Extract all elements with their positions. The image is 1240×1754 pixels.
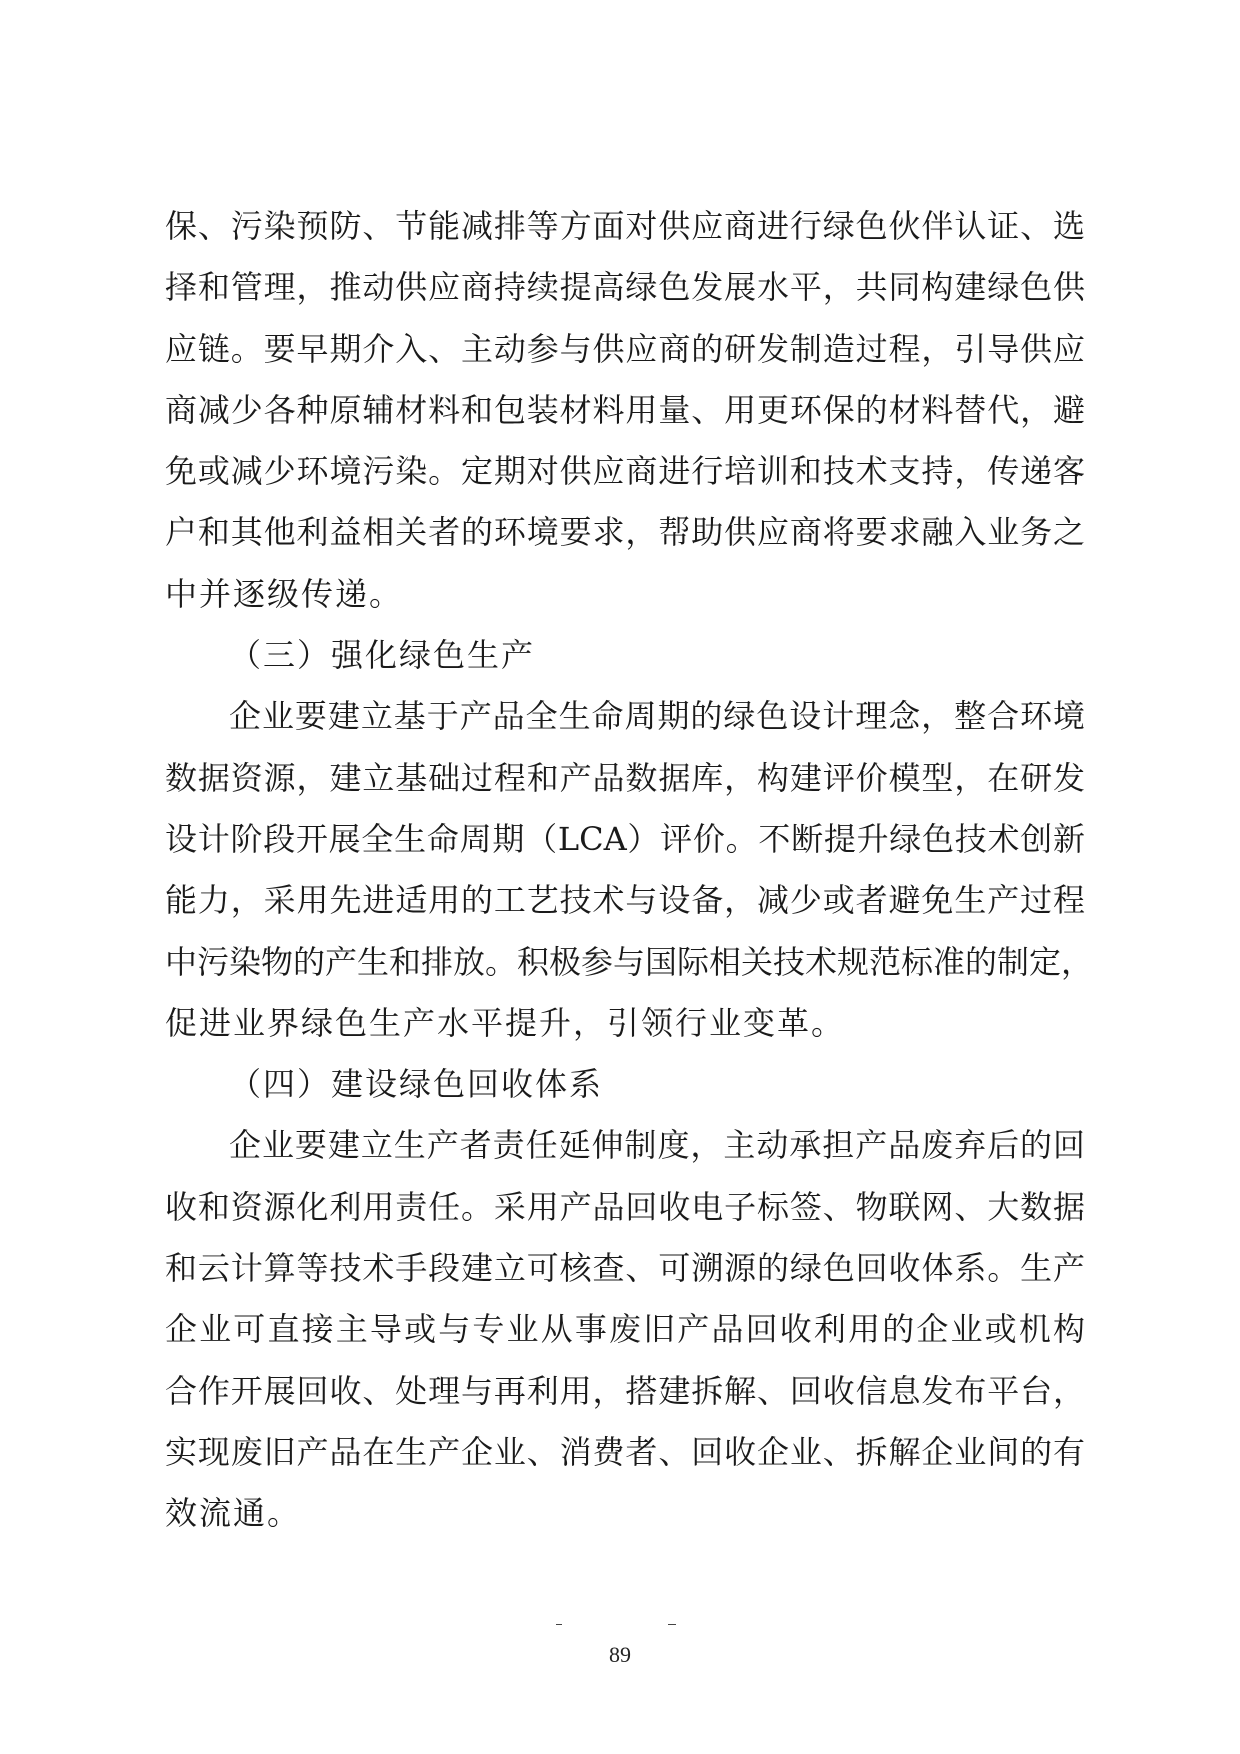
text-line: 应链。要早期介入、主动参与供应商的研发制造过程，引导供应 bbox=[165, 329, 1085, 368]
text-line: 企业要建立基于产品全生命周期的绿色设计理念，整合环境 bbox=[229, 697, 1085, 736]
text-line: 和云计算等技术手段建立可核查、可溯源的绿色回收体系。生产 bbox=[165, 1249, 1085, 1288]
text-line: 实现废旧产品在生产企业、消费者、回收企业、拆解企业间的有 bbox=[165, 1432, 1085, 1471]
text-line: 能力，采用先进适用的工艺技术与设备，减少或者避免生产过程 bbox=[165, 881, 1085, 920]
paragraph-green-production bbox=[165, 686, 1094, 1054]
section-heading-green-production: （三）强化绿色生产 bbox=[229, 636, 536, 675]
text-line: 合作开展回收、处理与再利用，搭建拆解、回收信息发布平台， bbox=[165, 1371, 1085, 1410]
text-line: 促进业界绿色生产水平提升，引领行业变革。 bbox=[165, 1003, 846, 1042]
text-line: 免或减少环境污染。定期对供应商进行培训和技术支持，传递客 bbox=[165, 452, 1085, 491]
document-body bbox=[165, 196, 1094, 1545]
text-line: 保、污染预防、节能减排等方面对供应商进行绿色伙伴认证、选 bbox=[165, 207, 1085, 245]
text-line: 企业可直接主导或与专业从事废旧产品回收利用的企业或机构 bbox=[165, 1310, 1085, 1349]
text-line: 收和资源化利用责任。采用产品回收电子标签、物联网、大数据 bbox=[165, 1187, 1085, 1226]
text-line: 中污染物的产生和排放。积极参与国际相关技术规范标准的制定， bbox=[165, 942, 1094, 981]
text-line: 中并逐级传递。 bbox=[165, 574, 404, 613]
page-number: 89 bbox=[609, 1642, 631, 1667]
paragraph-green-recycling bbox=[165, 1115, 1085, 1544]
paragraph-supplier bbox=[165, 196, 1085, 625]
text-line: 效流通。 bbox=[165, 1494, 302, 1533]
text-line: 设计阶段开展全生命周期（LCA）评价。不断提升绿色技术创新 bbox=[165, 819, 1085, 858]
text-line: 企业要建立生产者责任延伸制度，主动承担产品废弃后的回 bbox=[229, 1126, 1085, 1165]
text-line: 商减少各种原辅材料和包装材料用量、用更环保的材料替代，避 bbox=[165, 390, 1085, 429]
footer-dash-mark bbox=[668, 1624, 676, 1625]
text-line: 数据资源，建立基础过程和产品数据库，构建评价模型，在研发 bbox=[165, 758, 1085, 797]
text-line: 户和其他利益相关者的环境要求，帮助供应商将要求融入业务之 bbox=[165, 513, 1085, 552]
section-heading-green-recycling: （四）建设绿色回收体系 bbox=[229, 1065, 604, 1104]
text-line: 择和管理，推动供应商持续提高绿色发展水平，共同构建绿色供 bbox=[165, 268, 1085, 307]
footer-dash-mark bbox=[556, 1624, 562, 1625]
